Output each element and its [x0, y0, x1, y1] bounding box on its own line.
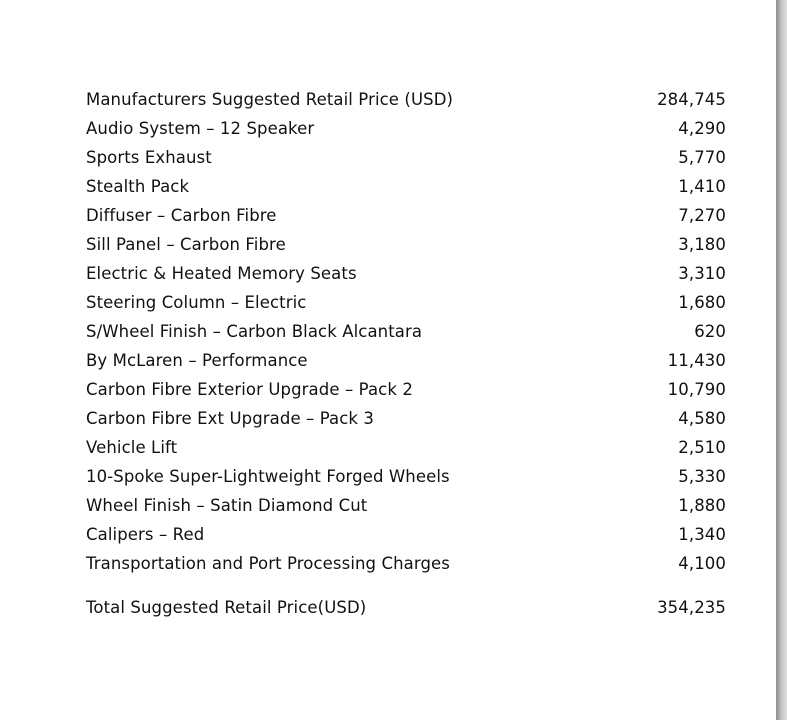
- item-label: Vehicle Lift: [86, 438, 178, 457]
- item-label: Electric & Heated Memory Seats: [86, 264, 357, 283]
- price-row-stealth-pack: [86, 176, 726, 205]
- price-row-wheel-finish-alcantara: [86, 321, 726, 350]
- price-row-carbon-pack-2: [86, 379, 726, 408]
- item-price: 10,790: [667, 380, 726, 399]
- price-row-carbon-pack-3: [86, 408, 726, 437]
- item-label: Sill Panel – Carbon Fibre: [86, 235, 286, 254]
- price-row-memory-seats: [86, 263, 726, 292]
- item-label: S/Wheel Finish – Carbon Black Alcantara: [86, 322, 423, 341]
- item-label: 10-Spoke Super-Lightweight Forged Wheels: [86, 467, 450, 486]
- price-row-by-mclaren: [86, 350, 726, 379]
- item-label: Wheel Finish – Satin Diamond Cut: [86, 496, 368, 515]
- item-label: Stealth Pack: [86, 177, 190, 196]
- price-row-diffuser: [86, 205, 726, 234]
- item-label: Steering Column – Electric: [86, 293, 307, 312]
- price-row-sports-exhaust: [86, 147, 726, 176]
- item-price: 5,330: [678, 467, 726, 486]
- item-price: 2,510: [678, 438, 726, 457]
- total-row: [86, 597, 726, 621]
- item-label: By McLaren – Performance: [86, 351, 308, 370]
- item-price: 4,290: [678, 119, 726, 138]
- item-price: 1,410: [678, 177, 726, 196]
- page-edge-shadow: [776, 0, 787, 720]
- item-label: Carbon Fibre Exterior Upgrade – Pack 2: [86, 380, 413, 399]
- item-price: 620: [694, 322, 726, 341]
- price-row-transportation: [86, 553, 726, 582]
- item-label: Calipers – Red: [86, 525, 205, 544]
- item-label: Transportation and Port Processing Charges: [86, 554, 450, 573]
- price-row-audio-system: [86, 118, 726, 147]
- item-price: 3,180: [678, 235, 726, 254]
- item-label: Diffuser – Carbon Fibre: [86, 206, 277, 225]
- item-label: Sports Exhaust: [86, 148, 212, 167]
- item-label: Carbon Fibre Ext Upgrade – Pack 3: [86, 409, 375, 428]
- price-row-calipers: [86, 524, 726, 553]
- item-price: 4,100: [678, 554, 726, 573]
- price-row-sill-panel: [86, 234, 726, 263]
- total-price: 354,235: [657, 598, 726, 617]
- item-price: 1,880: [678, 496, 726, 515]
- price-row-steering-column: [86, 292, 726, 321]
- price-row-wheel-finish-diamond: [86, 495, 726, 524]
- price-row-vehicle-lift: [86, 437, 726, 466]
- item-label: Manufacturers Suggested Retail Price (USD): [86, 90, 454, 109]
- price-list: [86, 89, 726, 582]
- item-price: 4,580: [678, 409, 726, 428]
- item-price: 7,270: [678, 206, 726, 225]
- item-price: 11,430: [667, 351, 726, 370]
- item-price: 5,770: [678, 148, 726, 167]
- item-label: Audio System – 12 Speaker: [86, 119, 315, 138]
- price-row-msrp: [86, 89, 726, 118]
- item-price: 1,340: [678, 525, 726, 544]
- price-row-forged-wheels: [86, 466, 726, 495]
- total-label: Total Suggested Retail Price(USD): [86, 598, 367, 617]
- item-price: 1,680: [678, 293, 726, 312]
- item-price: 3,310: [678, 264, 726, 283]
- item-price: 284,745: [657, 90, 726, 109]
